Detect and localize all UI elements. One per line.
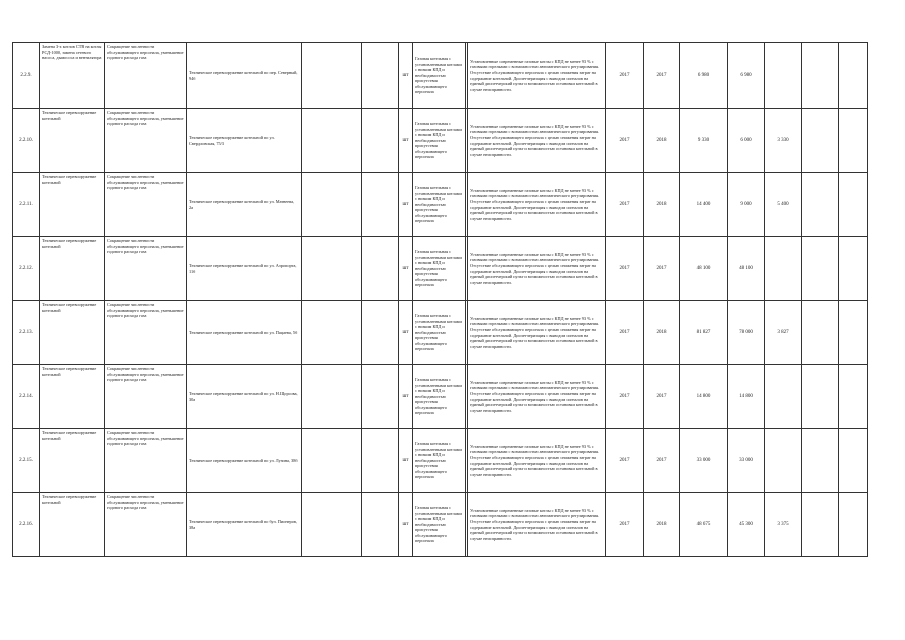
table-row xyxy=(13,365,868,429)
table-row xyxy=(13,43,868,109)
start-year: 2017 xyxy=(606,493,644,557)
end-year: 2018 xyxy=(644,173,680,237)
empty-cell xyxy=(302,301,362,365)
empty-cell xyxy=(362,237,399,301)
project-name: Техническое перевооружение котельной xyxy=(40,173,105,237)
table-row xyxy=(13,237,868,301)
project-name: Техническое перевооружение котельной xyxy=(40,109,105,173)
end-year: 2017 xyxy=(644,365,680,429)
start-year: 2017 xyxy=(606,365,644,429)
empty-cell xyxy=(802,173,839,237)
total-cost: 14 800 xyxy=(680,365,728,429)
project-name: Техническое перевооружение котельной xyxy=(40,237,105,301)
technical-state: Газовая котельная с установленными котлами с низким КПД и необходимостью присутствия обслуживающего персонала xyxy=(413,429,466,493)
unit-of-measure: шт xyxy=(399,365,413,429)
total-cost: 14 400 xyxy=(680,173,728,237)
empty-cell xyxy=(362,173,399,237)
row-code: 2.2.10. xyxy=(13,109,40,173)
expected-result: Установленные современные газовые котлы с КПД не менее 93 % с газовыми горелками с возможностью автоматического регулирования. Отсутствие обслуживающего персонала с целью снижения затрат на содержание котельной. Диспетчеризация с выводом сигналов на единый диспетчерский пульт и возможностью остановки котельной в случае неисправности. xyxy=(468,493,606,557)
empty-cell xyxy=(802,43,839,109)
technical-state: Газовая котельная с установленными котлами с низким КПД и необходимостью присутствия обслуживающего персонала xyxy=(413,301,466,365)
empty-cell xyxy=(362,301,399,365)
technical-state: Газовая котельная с установленными котлами с низким КПД и необходимостью присутствия обслуживающего персонала xyxy=(413,365,466,429)
expected-result: Установленные современные газовые котлы с КПД не менее 93 % с газовыми горелками с возможностью автоматического регулирования. Отсутствие обслуживающего персонала с целью снижения затрат на содержание котельной. Диспетчеризация с выводом сигналов на единый диспетчерский пульт и возможностью остановки котельной в случае неисправности. xyxy=(468,237,606,301)
cost-year-1: 33 000 xyxy=(728,429,765,493)
expected-result: Установленные современные газовые котлы с КПД не менее 93 % с газовыми горелками с возможностью автоматического регулирования. Отсутствие обслуживающего персонала с целью снижения затрат на содержание котельной. Диспетчеризация с выводом сигналов на единый диспетчерский пульт и возможностью остановки котельной в случае неисправности. xyxy=(468,365,606,429)
table-row xyxy=(13,109,868,173)
empty-cell xyxy=(802,301,839,365)
cost-year-2: 3 330 xyxy=(765,109,802,173)
row-code: 2.2.14. xyxy=(13,365,40,429)
empty-cell xyxy=(302,109,362,173)
object-address: Техническое перевооружение котельной по ул. Лузина, 38б xyxy=(187,429,302,493)
row-code: 2.2.16. xyxy=(13,493,40,557)
empty-cell xyxy=(302,43,362,109)
empty-cell xyxy=(802,429,839,493)
object-address: Техническое перевооружение котельной по ул. Пацаева, 5б xyxy=(187,301,302,365)
investment-program-table xyxy=(12,42,868,557)
empty-cell xyxy=(839,109,868,173)
empty-cell xyxy=(302,493,362,557)
technical-state: Газовая котельная с установленными котлами с низким КПД и необходимостью присутствия обслуживающего персонала xyxy=(413,109,466,173)
empty-cell xyxy=(302,173,362,237)
end-year: 2018 xyxy=(644,109,680,173)
project-goal: Сокращение численности обслуживающего персонала, уменьшение годового расхода газа xyxy=(105,173,187,237)
row-code: 2.2.12. xyxy=(13,237,40,301)
cost-year-2: 3 827 xyxy=(765,301,802,365)
total-cost: 81 827 xyxy=(680,301,728,365)
project-goal: Сокращение численности обслуживающего персонала, уменьшение годового расхода газа xyxy=(105,43,187,109)
project-goal: Сокращение численности обслуживающего персонала, уменьшение годового расхода газа xyxy=(105,237,187,301)
cost-year-2 xyxy=(765,237,802,301)
empty-cell xyxy=(802,109,839,173)
row-code: 2.2.15. xyxy=(13,429,40,493)
cost-year-2 xyxy=(765,365,802,429)
start-year: 2017 xyxy=(606,237,644,301)
unit-of-measure: шт xyxy=(399,429,413,493)
object-address: Техническое перевооружение котельной по ул. Свердловская, 75/3 xyxy=(187,109,302,173)
end-year: 2018 xyxy=(644,301,680,365)
cost-year-1: 48 100 xyxy=(728,237,765,301)
object-address: Техническое перевооружение котельной по ул. Аэропорта, 11б xyxy=(187,237,302,301)
technical-state: Газовая котельная с установленными котлами с низким КПД и необходимостью присутствия обслуживающего персонала xyxy=(413,43,466,109)
cost-year-1: 14 800 xyxy=(728,365,765,429)
cost-year-2: 5 400 xyxy=(765,173,802,237)
unit-of-measure: шт xyxy=(399,173,413,237)
expected-result: Установленные современные газовые котлы с КПД не менее 93 % с газовыми горелками с возможностью автоматического регулирования. Отсутствие обслуживающего персонала с целью снижения затрат на содержание котельной. Диспетчеризация с выводом сигналов на единый диспетчерский пульт и возможностью остановки котельной в случае неисправности. xyxy=(468,109,606,173)
empty-cell xyxy=(802,365,839,429)
table-row xyxy=(13,429,868,493)
cost-year-2 xyxy=(765,43,802,109)
project-name: Техническое перевооружение котельной xyxy=(40,301,105,365)
empty-cell xyxy=(802,493,839,557)
empty-cell xyxy=(839,237,868,301)
project-name: Техническое перевооружение котельной xyxy=(40,365,105,429)
empty-cell xyxy=(839,365,868,429)
cost-year-1: 45 300 xyxy=(728,493,765,557)
unit-of-measure: шт xyxy=(399,301,413,365)
empty-cell xyxy=(839,173,868,237)
table-row xyxy=(13,301,868,365)
project-goal: Сокращение численности обслуживающего персонала, уменьшение годового расхода газа xyxy=(105,301,187,365)
start-year: 2017 xyxy=(606,173,644,237)
project-goal: Сокращение численности обслуживающего персонала, уменьшение годового расхода газа xyxy=(105,429,187,493)
project-name: Замена 3-х котлов СТВ на котлы РСД-1000, замена сетевого насоса, дымососа и вентилятора xyxy=(40,43,105,109)
empty-cell xyxy=(802,237,839,301)
expected-result: Установленные современные газовые котлы с КПД не менее 93 % с газовыми горелками с возможностью автоматического регулирования. Отсутствие обслуживающего персонала с целью снижения затрат на содержание котельной. Диспетчеризация с выводом сигналов на единый диспетчерский пульт и возможностью остановки котельной в случае неисправности. xyxy=(468,43,606,109)
project-name: Техническое перевооружение котельной xyxy=(40,493,105,557)
project-goal: Сокращение численности обслуживающего персонала, уменьшение годового расхода газа xyxy=(105,493,187,557)
cost-year-2 xyxy=(765,429,802,493)
empty-cell xyxy=(362,43,399,109)
total-cost: 9 330 xyxy=(680,109,728,173)
object-address: Техническое перевооружение котельной по ул. Матвеева, 2а xyxy=(187,173,302,237)
project-goal: Сокращение численности обслуживающего персонала, уменьшение годового расхода газа xyxy=(105,109,187,173)
end-year: 2017 xyxy=(644,429,680,493)
end-year: 2017 xyxy=(644,43,680,109)
table-row xyxy=(13,493,868,557)
row-code: 2.2.13. xyxy=(13,301,40,365)
total-cost: 33 000 xyxy=(680,429,728,493)
cost-year-1: 9 000 xyxy=(728,173,765,237)
unit-of-measure: шт xyxy=(399,43,413,109)
total-cost: 48 675 xyxy=(680,493,728,557)
object-address: Техническое перевооружение котельной по бул. Пионеров, 38а xyxy=(187,493,302,557)
empty-cell xyxy=(302,365,362,429)
project-goal: Сокращение численности обслуживающего персонала, уменьшение годового расхода газа xyxy=(105,365,187,429)
total-cost: 6 980 xyxy=(680,43,728,109)
empty-cell xyxy=(362,109,399,173)
empty-cell xyxy=(839,301,868,365)
start-year: 2017 xyxy=(606,43,644,109)
project-name: Техническое перевооружение котельной xyxy=(40,429,105,493)
empty-cell xyxy=(302,429,362,493)
empty-cell xyxy=(362,493,399,557)
total-cost: 48 100 xyxy=(680,237,728,301)
empty-cell xyxy=(839,429,868,493)
empty-cell xyxy=(362,429,399,493)
unit-of-measure: шт xyxy=(399,493,413,557)
technical-state: Газовая котельная с установленными котлами с низким КПД и необходимостью присутствия обслуживающего персонала xyxy=(413,173,466,237)
cost-year-1: 6 980 xyxy=(728,43,765,109)
row-code: 2.2.11. xyxy=(13,173,40,237)
cost-year-1: 78 000 xyxy=(728,301,765,365)
end-year: 2018 xyxy=(644,493,680,557)
row-code: 2.2.9. xyxy=(13,43,40,109)
unit-of-measure: шт xyxy=(399,237,413,301)
empty-cell xyxy=(302,237,362,301)
expected-result: Установленные современные газовые котлы с КПД не менее 93 % с газовыми горелками с возможностью автоматического регулирования. Отсутствие обслуживающего персонала с целью снижения затрат на содержание котельной. Диспетчеризация с выводом сигналов на единый диспетчерский пульт и возможностью остановки котельной в случае неисправности. xyxy=(468,301,606,365)
expected-result: Установленные современные газовые котлы с КПД не менее 93 % с газовыми горелками с возможностью автоматического регулирования. Отсутствие обслуживающего персонала с целью снижения затрат на содержание котельной. Диспетчеризация с выводом сигналов на единый диспетчерский пульт и возможностью остановки котельной в случае неисправности. xyxy=(468,429,606,493)
technical-state: Газовая котельная с установленными котлами с низким КПД и необходимостью присутствия обслуживающего персонала xyxy=(413,237,466,301)
end-year: 2017 xyxy=(644,237,680,301)
start-year: 2017 xyxy=(606,109,644,173)
start-year: 2017 xyxy=(606,429,644,493)
start-year: 2017 xyxy=(606,301,644,365)
expected-result: Установленные современные газовые котлы с КПД не менее 93 % с газовыми горелками с возможностью автоматического регулирования. Отсутствие обслуживающего персонала с целью снижения затрат на содержание котельной. Диспетчеризация с выводом сигналов на единый диспетчерский пульт и возможностью остановки котельной в случае неисправности. xyxy=(468,173,606,237)
empty-cell xyxy=(362,365,399,429)
empty-cell xyxy=(839,493,868,557)
empty-cell xyxy=(839,43,868,109)
object-address: Техническое перевооружение котельной по пер. Северный, 94б xyxy=(187,43,302,109)
object-address: Техническое перевооружение котельной по ул. Н.Щорсова, 30а xyxy=(187,365,302,429)
technical-state: Газовая котельная с установленными котлами с низким КПД и необходимостью присутствия обслуживающего персонала xyxy=(413,493,466,557)
cost-year-1: 6 000 xyxy=(728,109,765,173)
cost-year-2: 3 375 xyxy=(765,493,802,557)
table-row xyxy=(13,173,868,237)
unit-of-measure: шт xyxy=(399,109,413,173)
